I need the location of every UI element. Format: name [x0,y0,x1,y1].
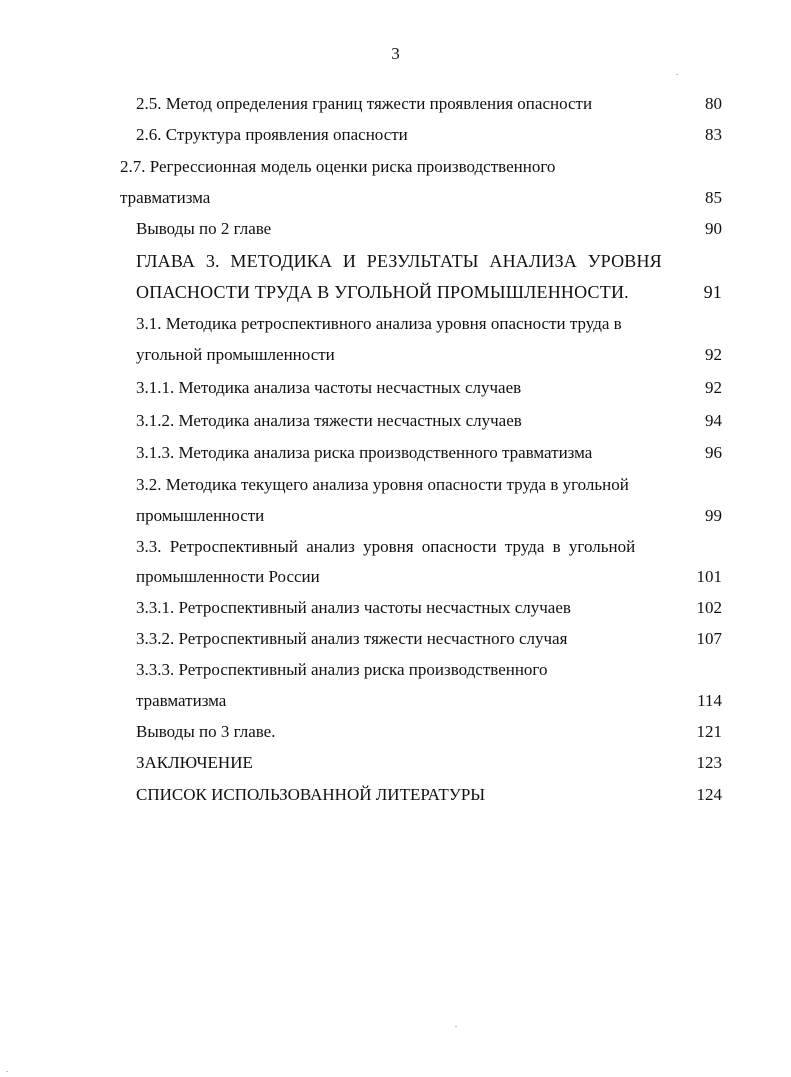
toc-page: 114 [697,691,722,710]
toc-line [0,721,791,743]
toc-line [0,344,791,366]
toc-text: 2.6. Структура проявления опасности [136,125,408,144]
toc-text: угольной промышленности [136,345,335,364]
page-number: 3 [391,44,400,63]
toc-text: 3.1.3. Методика анализа риска производственного травматизма [136,443,593,462]
toc-page: 80 [705,94,722,113]
toc-line [0,536,791,558]
toc-text: 3.3.1. Ретроспективный анализ частоты несчастных случаев [136,598,571,617]
toc-text: промышленности России [136,567,320,586]
toc-text: 3.3. Ретроспективный анализ уровня опасности труда в угольной [136,537,636,556]
toc-line [0,281,791,303]
toc-text: 3.3.2. Ретроспективный анализ тяжести несчастного случая [136,629,568,648]
toc-page: 107 [696,629,722,648]
toc-line [0,505,791,527]
toc-text: 3.3.3. Ретроспективный анализ риска производственного [136,660,548,679]
toc-text: Выводы по 3 главе. [136,722,276,741]
toc-page: 90 [705,219,722,238]
toc-page: 92 [705,345,722,364]
toc-line [0,187,791,209]
toc-line [0,93,791,115]
toc-page: 102 [696,598,722,617]
toc-text: ОПАСНОСТИ ТРУДА В УГОЛЬНОЙ ПРОМЫШЛЕННОСТИ. [136,282,629,302]
toc-text: ЗАКЛЮЧЕНИЕ [136,753,253,772]
toc-page: 123 [696,753,722,772]
toc-line [0,250,791,272]
toc-text: 3.1.2. Методика анализа тяжести несчастных случаев [136,411,522,430]
toc-page: 85 [705,188,722,207]
toc-text: 2.7. Регрессионная модель оценки риска производственного [120,157,556,176]
toc-line [0,442,791,464]
toc-text: ГЛАВА 3. МЕТОДИКА И РЕЗУЛЬТАТЫ АНАЛИЗА УРОВНЯ [136,251,662,271]
scan-speck [676,74,678,75]
toc-text: 3.1.1. Методика анализа частоты несчастных случаев [136,378,522,397]
toc-page: 91 [703,282,722,302]
toc-page: 101 [696,567,722,586]
toc-page: 99 [705,506,722,525]
toc-line [0,628,791,650]
toc-line [0,659,791,681]
toc-line [0,690,791,712]
toc-text: 3.1. Методика ретроспективного анализа уровня опасности труда в [136,314,622,333]
toc-page: 96 [705,443,722,462]
toc-line [0,377,791,399]
toc-page: 124 [696,785,722,804]
toc-text: 3.2. Методика текущего анализа уровня опасности труда в угольной [136,475,629,494]
scan-speck [455,1026,457,1027]
toc-text: травматизма [136,691,227,710]
toc-line [0,410,791,432]
toc-page: 83 [705,125,722,144]
toc-line [0,566,791,588]
toc-text: СПИСОК ИСПОЛЬЗОВАННОЙ ЛИТЕРАТУРЫ [136,785,486,804]
toc-line [0,156,791,178]
toc-text: травматизма [120,188,211,207]
toc-line [0,124,791,146]
toc-text: 2.5. Метод определения границ тяжести проявления опасности [136,94,593,113]
toc-line [0,474,791,496]
toc-page: 92 [705,378,722,397]
toc-line [0,752,791,774]
toc-page: 94 [705,411,722,430]
toc-line [0,313,791,335]
toc-page: 121 [696,722,722,741]
toc-text: промышленности [136,506,265,525]
toc-line [0,218,791,240]
scan-speck [6,1071,8,1072]
toc-text: Выводы по 2 главе [136,219,272,238]
toc-line [0,597,791,619]
toc-line [0,784,791,806]
